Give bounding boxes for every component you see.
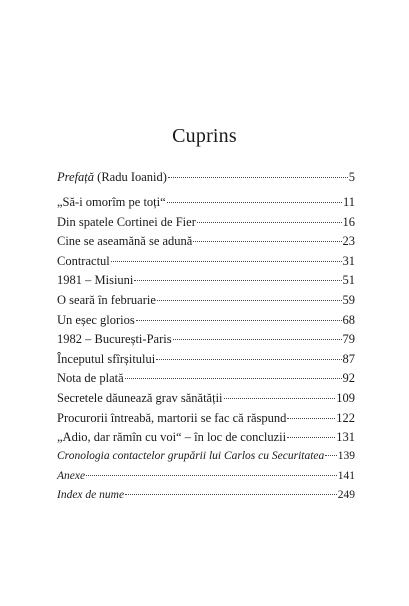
toc-entry-page: 5 <box>348 170 355 184</box>
dot-leader <box>134 280 341 281</box>
dot-leader <box>157 300 342 301</box>
toc-entry <box>57 271 355 291</box>
toc-entry-title: Din spatele Cortinei de Fier <box>57 214 196 229</box>
toc-entry-title: Contractul <box>57 253 110 268</box>
dot-leader <box>287 437 335 438</box>
dot-leader <box>325 455 336 456</box>
toc-entry-title: Anexe <box>57 469 86 482</box>
toc-entry <box>57 193 355 213</box>
toc-entry-title: „Să-i omorîm pe toți“ <box>57 195 166 209</box>
preface-title-rest: (Radu Ioanid) <box>94 170 167 184</box>
toc-entry <box>57 428 355 448</box>
page-title: Cuprins <box>172 125 237 147</box>
dot-leader <box>136 320 342 321</box>
toc-entry-title <box>57 168 167 188</box>
toc-entry-preface <box>57 168 355 188</box>
toc-entry <box>57 232 355 252</box>
toc-entry-page: 141 <box>337 469 355 482</box>
toc-entry-title: O seară în februarie <box>57 292 156 307</box>
toc-entry <box>57 213 355 233</box>
toc-entry <box>57 350 355 370</box>
preface-title-italic: Prefață <box>57 170 95 184</box>
appendices-section <box>57 447 355 506</box>
dot-leader <box>173 339 342 340</box>
toc-entry-page: 249 <box>337 489 355 502</box>
dot-leader <box>224 398 336 399</box>
toc-entry-title: Secretele dăunează grav sănătății <box>57 390 223 405</box>
toc-entry <box>57 291 355 311</box>
dot-leader <box>193 241 341 242</box>
toc-entry <box>57 369 355 389</box>
toc-entry-title: Procurorii întreabă, martorii se fac că răspund <box>57 410 287 425</box>
toc-entry-title: Nota de plată <box>57 371 124 386</box>
dot-leader <box>168 177 348 178</box>
toc-entry <box>57 447 355 467</box>
toc-entry-title: Începutul sfîrșitului <box>57 351 156 366</box>
toc-entry-page: 139 <box>337 450 355 462</box>
toc-entry <box>57 409 355 429</box>
toc-entry <box>57 467 355 487</box>
toc-entry-page: 23 <box>342 234 355 249</box>
toc-entry-title: „Adio, dar rămîn cu voi“ – în loc de concluzii <box>57 430 287 445</box>
dot-leader <box>111 261 342 262</box>
dot-leader <box>86 475 337 476</box>
toc-entry-title: Cine se aseamănă se adună <box>57 234 193 249</box>
toc-entry-page: 31 <box>342 253 355 268</box>
toc-entry-page: 87 <box>342 351 355 366</box>
toc-entry-title: Cronologia contactelor grupării lui Carlos cu Securitatea <box>57 450 325 462</box>
dot-leader <box>156 359 341 360</box>
toc-entry-title: Index de nume <box>57 489 125 502</box>
toc-entry <box>57 486 355 506</box>
toc-entry-page: 122 <box>336 410 355 425</box>
toc-entry-page: 16 <box>342 214 355 229</box>
toc-entry-title: Un eșec glorios <box>57 312 135 327</box>
toc-entry-page: 131 <box>336 430 355 445</box>
toc-entry-page: 79 <box>342 332 355 347</box>
dot-leader <box>125 378 342 379</box>
dot-leader <box>167 202 342 203</box>
toc-entry-title: 1982 – București-Paris <box>57 332 172 347</box>
toc-entry <box>57 252 355 272</box>
toc-entry-page: 109 <box>336 390 355 405</box>
toc-entry <box>57 389 355 409</box>
dot-leader <box>197 222 342 223</box>
preface-section <box>57 168 355 188</box>
toc-entry-page: 68 <box>342 312 355 327</box>
toc-entry <box>57 311 355 331</box>
dot-leader <box>287 418 335 419</box>
chapters-section <box>57 193 355 448</box>
toc-entry-page: 92 <box>342 371 355 386</box>
dot-leader <box>125 494 337 495</box>
toc-entry-title: 1981 – Misiuni <box>57 273 134 288</box>
toc-entry-page: 51 <box>342 273 355 288</box>
toc-entry-page: 11 <box>342 195 355 209</box>
toc-entry-page: 59 <box>342 292 355 307</box>
toc-entry <box>57 330 355 350</box>
